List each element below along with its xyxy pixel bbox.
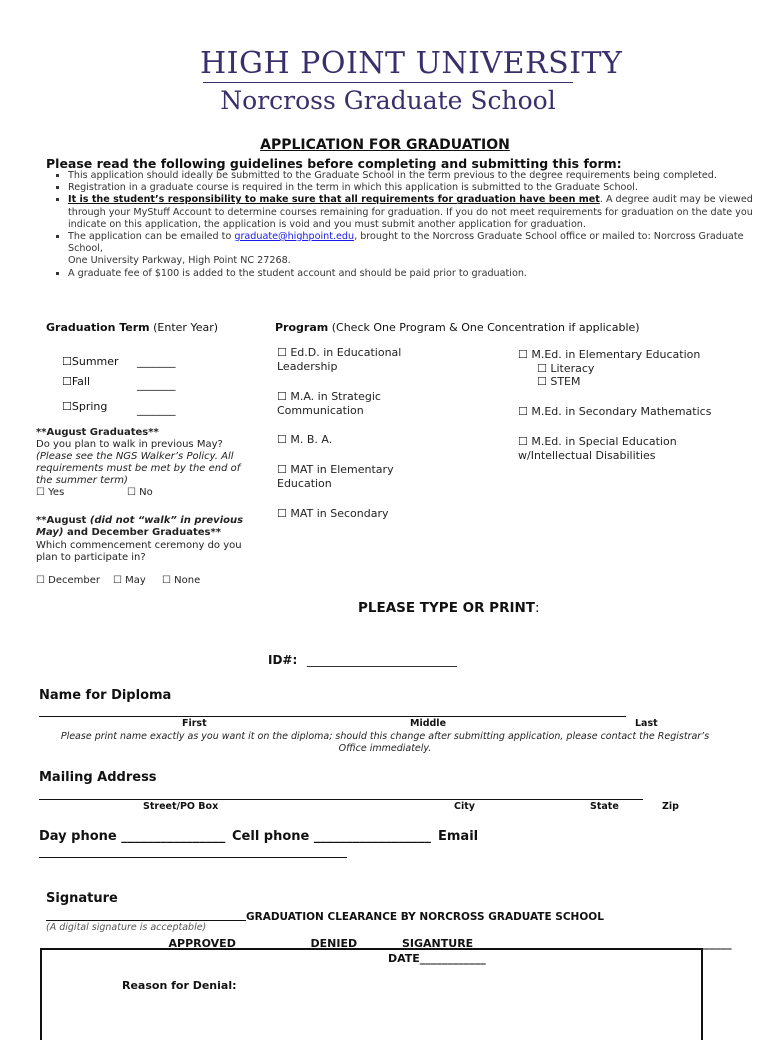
program-label: Program (Check One Program & One Concentration if applicable) — [275, 321, 640, 334]
program-mat-elementary-label: Education — [277, 477, 332, 490]
clearance-heading: GRADUATION CLEARANCE BY NORCROSS GRADUATE SCHOOL — [246, 911, 604, 923]
diploma-note: Please print name exactly as you want it on the diploma; should this change after submitting application, please contact the Registrar’s — [60, 731, 710, 742]
graduation-term-label: Graduation Term (Enter Year) — [46, 321, 219, 334]
guideline-item: ▪ Registration in a graduate course is required in the term in which this application is submitted to the Graduate School. — [68, 182, 758, 194]
ceremony-question: Which commencement ceremony do you — [36, 540, 242, 551]
guideline-item: ▪ The application can be emailed to graduate@highpoint.edu, brought to the Norcross Graduate School office or mailed to: Norcross Graduate School, One University Parkway, High Point NC 27268. — [68, 231, 758, 268]
ceremony-question: plan to participate in? — [36, 552, 146, 563]
december-graduates-heading: May) and December Graduates** — [36, 527, 221, 538]
term-summer-checkbox[interactable]: ☐Summer — [62, 355, 119, 368]
program-mat-elementary-checkbox[interactable]: ☐ MAT in Elementary — [277, 463, 394, 476]
school-name: Norcross Graduate School — [220, 86, 556, 115]
logo-divider — [203, 82, 573, 83]
term-fall-year-field[interactable]: _______ — [137, 378, 176, 391]
diploma-name-label: Name for Diploma — [39, 688, 172, 703]
term-spring-checkbox[interactable]: ☐Spring — [62, 400, 108, 413]
guideline-item: ▪ A graduate fee of $100 is added to the student account and should be paid prior to graduation. — [68, 268, 758, 280]
ceremony-none-checkbox[interactable]: ☐ None — [162, 575, 201, 586]
clearance-box — [40, 948, 703, 1040]
signature-note: (A digital signature is acceptable) — [46, 922, 207, 933]
page-title: APPLICATION FOR GRADUATION — [260, 137, 510, 153]
program-ma-checkbox[interactable]: ☐ M.A. in Strategic — [277, 390, 381, 403]
concentration-stem-checkbox[interactable]: ☐ STEM — [537, 375, 581, 388]
program-med-sped-checkbox[interactable]: ☐ M.Ed. in Special Education — [518, 435, 677, 448]
cell-phone-field[interactable]: Cell phone __________________ — [232, 829, 431, 844]
guideline-item: ▪ It is the student’s responsibility to make sure that all requirements for graduation have been met. A degree audit may be viewed through your MyStuff Account to determine courses remaining for graduation. If you do not meet requirements for graduation on the date you indicate on this application, the application is void and you must submit another application for graduation. — [68, 194, 758, 231]
approved-field[interactable]: _____APPROVED — [141, 937, 236, 950]
program-edd-label: Leadership — [277, 360, 338, 373]
email-field[interactable] — [39, 857, 347, 858]
program-med-elementary-checkbox[interactable]: ☐ M.Ed. in Elementary Education — [518, 348, 701, 361]
denied-field[interactable]: _____DENIED — [283, 937, 358, 950]
guidelines-list — [46, 170, 758, 280]
walker-policy-note: the summer term) — [36, 475, 128, 486]
program-mat-secondary-checkbox[interactable]: ☐ MAT in Secondary — [277, 507, 389, 520]
ceremony-may-checkbox[interactable]: ☐ May — [113, 575, 146, 586]
signature-field[interactable] — [46, 920, 246, 921]
last-name-label: Last — [635, 718, 658, 729]
type-or-print-heading: PLEASE TYPE OR PRINT: — [358, 600, 540, 616]
program-edd-checkbox[interactable]: ☐ Ed.D. in Educational — [277, 346, 402, 359]
clearance-signature-field[interactable]: SIGANTURE_______________________________________________ — [402, 937, 732, 950]
day-phone-field[interactable]: Day phone ________________ — [39, 829, 226, 844]
first-name-label: First — [182, 718, 207, 729]
mailing-address-field[interactable] — [39, 799, 643, 800]
program-med-math-checkbox[interactable]: ☐ M.Ed. in Secondary Mathematics — [518, 405, 712, 418]
diploma-note: Office immediately. — [338, 743, 432, 754]
guideline-item: ▪ This application should ideally be submitted to the Graduate School in the term previous to the degree requirements being completed. — [68, 170, 758, 182]
august-graduates-heading: **August Graduates** — [36, 427, 159, 438]
walker-policy-note: requirements must be met by the end of — [36, 463, 241, 474]
clearance-date-field[interactable]: DATE____________ — [388, 952, 486, 965]
city-label: City — [454, 801, 475, 812]
december-graduates-heading: **August (did not “walk” in previous — [36, 515, 244, 526]
id-label: ID#: — [268, 653, 298, 667]
denial-reason-label: Reason for Denial: — [122, 979, 237, 992]
august-walk-question: Do you plan to walk in previous May? — [36, 439, 223, 450]
term-summer-year-field[interactable]: _______ — [137, 355, 176, 368]
term-fall-checkbox[interactable]: ☐Fall — [62, 375, 91, 388]
zip-label: Zip — [662, 801, 679, 812]
id-field[interactable]: _________________________ — [307, 653, 457, 667]
ceremony-december-checkbox[interactable]: ☐ December — [36, 575, 100, 586]
university-logo: HIGH POINT UNIVERSITY — [200, 46, 623, 81]
program-med-sped-label: w/Intellectual Disabilities — [518, 449, 656, 462]
walk-no-checkbox[interactable]: ☐ No — [127, 487, 153, 498]
walker-policy-note: (Please see the NGS Walker’s Policy. All — [36, 451, 234, 462]
mailing-address-label: Mailing Address — [39, 770, 157, 785]
graduate-email-link[interactable]: graduate@highpoint.edu — [234, 231, 355, 243]
state-label: State — [590, 801, 619, 812]
walk-yes-checkbox[interactable]: ☐ Yes — [36, 487, 65, 498]
term-spring-year-field[interactable]: _______ — [137, 403, 176, 416]
street-label: Street/PO Box — [143, 801, 219, 812]
program-mba-checkbox[interactable]: ☐ M. B. A. — [277, 433, 333, 446]
concentration-literacy-checkbox[interactable]: ☐ Literacy — [537, 362, 595, 375]
guidelines-intro: Please read the following guidelines before completing and submitting this form: — [46, 156, 622, 171]
signature-label: Signature — [46, 891, 118, 906]
program-ma-label: Communication — [277, 404, 364, 417]
email-label: Email — [438, 829, 479, 844]
diploma-name-field[interactable] — [39, 716, 626, 717]
middle-name-label: Middle — [410, 718, 447, 729]
